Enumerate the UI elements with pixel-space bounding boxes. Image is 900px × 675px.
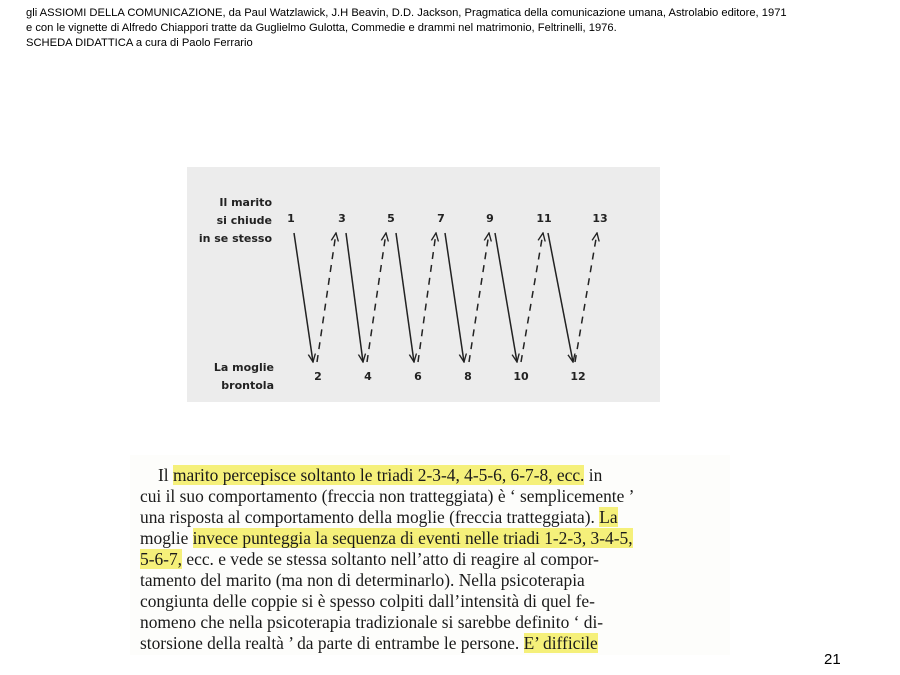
- page-number: 21: [824, 651, 841, 668]
- top-number: 11: [536, 212, 552, 225]
- punctuation-diagram: [187, 167, 660, 402]
- header-line-2: e con le vignette di Alfredo Chiappori tratte da Guglielmo Gulotta, Commedie e drammi nel matrimonio, Feltrinelli, 1976.: [26, 22, 617, 34]
- husband-label-line-3: in se stesso: [198, 232, 272, 245]
- highlight: 5-6-7,: [140, 549, 183, 569]
- highlight: invece punteggia la sequenza di eventi nelle triadi 1-2-3, 3-4-5,: [192, 528, 633, 548]
- diagram-svg: [187, 167, 660, 402]
- top-number: 1: [287, 212, 295, 225]
- husband-arrow: [495, 233, 517, 362]
- wife-arrow-dashed: [575, 233, 597, 362]
- wife-arrow-dashed: [317, 233, 336, 362]
- header-line-3: SCHEDA DIDATTICA a cura di Paolo Ferrario: [26, 37, 253, 49]
- wife-label-line-1: La moglie: [213, 361, 274, 374]
- wife-arrow-dashed: [367, 233, 386, 362]
- text-line-9: storsione della realtà ’ da parte di entrambe le persone. E’ difficile: [140, 633, 598, 653]
- text-line-7: congiunta delle coppie si è spesso colpiti dall’intensità di quel fe-: [140, 591, 595, 611]
- header-line-1: gli ASSIOMI DELLA COMUNICAZIONE, da Paul Watzlawick, J.H Beavin, D.D. Jackson, Pragmatica della comunicazione umana, Astrolabio editore, 1971: [26, 7, 787, 19]
- text-line-8: nomeno che nella psicoterapia tradizionale si sarebbe definito ‘ di-: [140, 612, 604, 632]
- husband-arrow: [346, 233, 363, 362]
- wife-arrow-dashed: [521, 233, 543, 362]
- highlight: E’ difficile: [523, 633, 598, 653]
- text-line-5: 5-6-7, ecc. e vede se stessa soltanto nell’atto di reagire al compor-: [140, 549, 599, 569]
- text-line-2: cui il suo comportamento (freccia non tratteggiata) è ‘ semplicemente ’: [140, 486, 635, 506]
- top-number: 13: [592, 212, 608, 225]
- wife-arrow-dashed: [418, 233, 436, 362]
- bottom-number: 10: [513, 370, 529, 383]
- text-line-4: moglie invece punteggia la sequenza di eventi nelle triadi 1-2-3, 3-4-5,: [140, 528, 633, 548]
- wife-label-line-2: brontola: [221, 379, 274, 392]
- highlight: La: [599, 507, 618, 527]
- bottom-number: 8: [464, 370, 472, 383]
- book-excerpt: [130, 455, 730, 655]
- wife-arrow-dashed: [469, 233, 489, 362]
- bottom-number: 12: [570, 370, 586, 383]
- text-line-1: Il marito percepisce soltanto le triadi 2-3-4, 4-5-6, 6-7-8, ecc. in: [158, 465, 603, 485]
- text-line-6: tamento del marito (ma non di determinarlo). Nella psicoterapia: [140, 570, 585, 590]
- page-header: [26, 6, 787, 51]
- husband-arrow: [294, 233, 313, 362]
- top-number: 5: [387, 212, 395, 225]
- top-number: 9: [486, 212, 494, 225]
- husband-label-line-2: si chiude: [216, 214, 272, 227]
- top-number: 7: [437, 212, 445, 225]
- bottom-number: 4: [364, 370, 372, 383]
- bottom-number: 6: [414, 370, 422, 383]
- husband-arrow: [445, 233, 464, 362]
- bottom-number: 2: [314, 370, 322, 383]
- text-line-3: una risposta al comportamento della moglie (freccia tratteggiata). La: [140, 507, 618, 527]
- top-number: 3: [338, 212, 346, 225]
- husband-label-line-1: Il marito: [219, 196, 272, 209]
- husband-arrow: [396, 233, 414, 362]
- husband-arrow: [548, 233, 573, 362]
- highlight: marito percepisce soltanto le triadi 2-3-4, 4-5-6, 6-7-8, ecc.: [172, 465, 585, 485]
